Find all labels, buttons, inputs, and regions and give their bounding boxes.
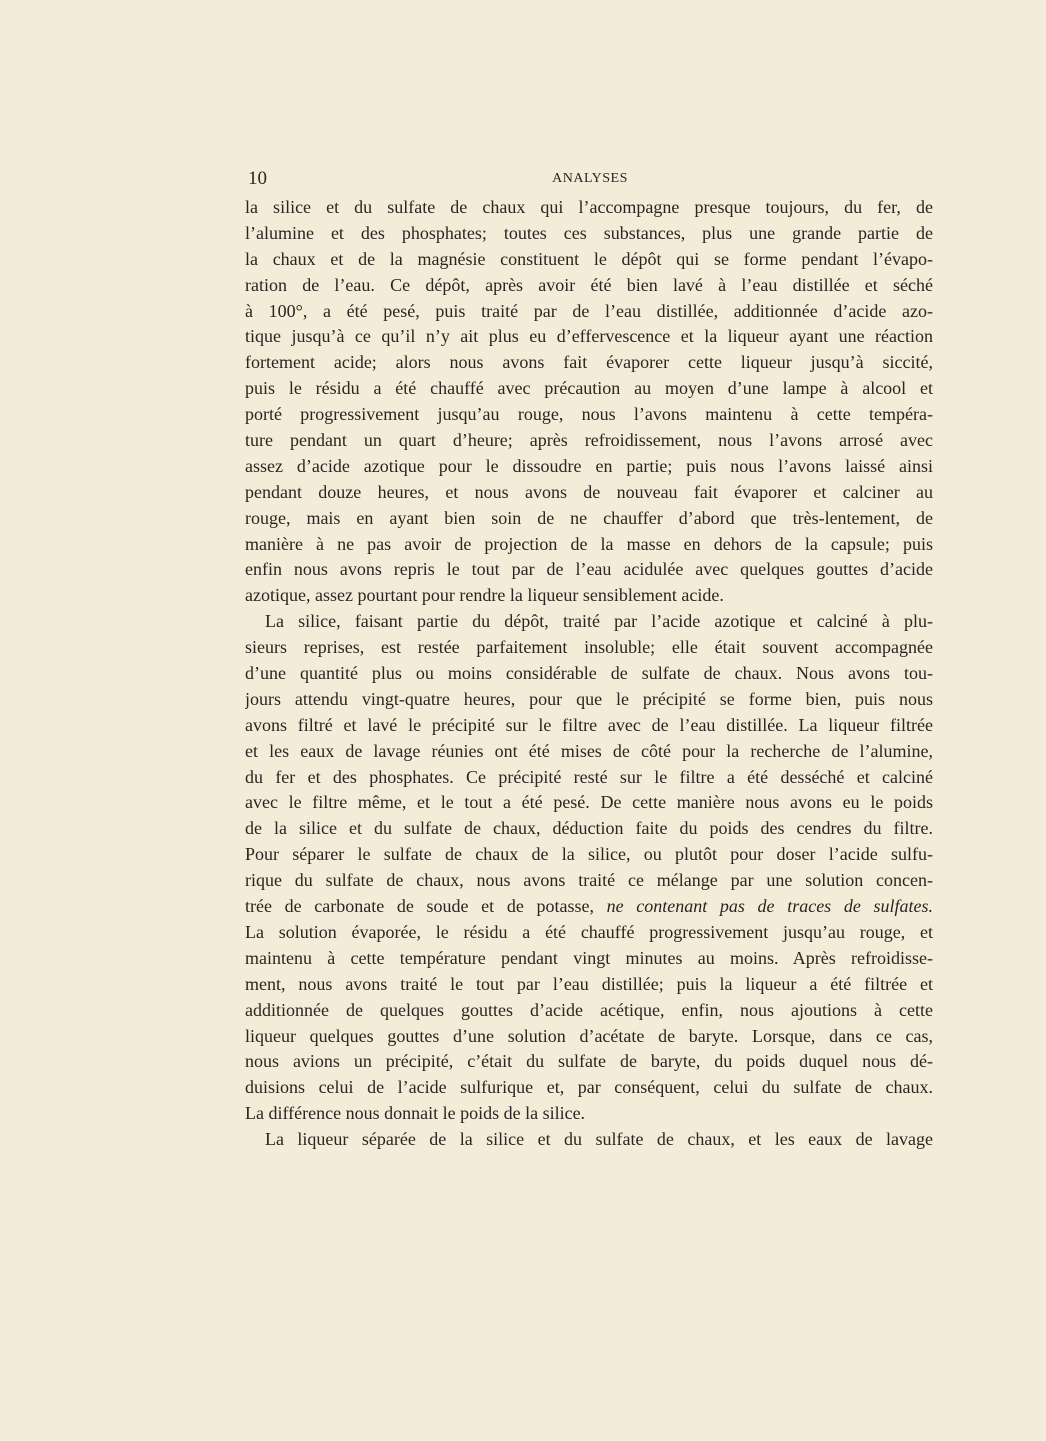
text-line-content: la chaux et de la magnésie constituent le dépôt qui se forme pendant l’évapo- (245, 248, 933, 269)
text-line-content: maintenu à cette température pendant vingt minutes au moins. Après refroidisse- (245, 947, 933, 968)
text-line (245, 299, 933, 325)
text-body (245, 195, 933, 1153)
text-line (245, 195, 933, 221)
text-line (245, 273, 933, 299)
text-line-content: trée de carbonate de soude et de potasse, (245, 896, 607, 917)
text-line (245, 402, 933, 428)
text-line (245, 1127, 933, 1153)
text-line-content: puis le résidu a été chauffé avec précaution au moyen d’une lampe à alcool et (245, 378, 933, 399)
text-line-content: avec le filtre même, et le tout a été pesé. De cette manière nous avons eu le poids (245, 792, 933, 813)
text-line (245, 428, 933, 454)
text-line-content: Pour séparer le sulfate de chaux de la silice, ou plutôt pour doser l’acide sulfu- (245, 844, 933, 865)
text-line-content: nous avions un précipité, c’était du sulfate de baryte, du poids duquel nous dé- (245, 1051, 933, 1072)
text-line (245, 816, 933, 842)
text-line-content: d’une quantité plus ou moins considérable de sulfate de chaux. Nous avons tou- (245, 663, 933, 684)
text-line (245, 790, 933, 816)
text-line-content: ture pendant un quart d’heure; après refroidissement, nous l’avons arrosé avec (245, 430, 933, 451)
text-line-content: liqueur quelques gouttes d’une solution d’acétate de baryte. Lorsque, dans ce cas, (245, 1025, 933, 1046)
text-line-content: à 100°, a été pesé, puis traité par de l’eau distillée, additionnée d’acide azo- (245, 300, 933, 321)
text-line-content: tique jusqu’à ce qu’il n’y ait plus eu d’effervescence et la liqueur ayant une réaction (245, 326, 933, 347)
text-line (245, 998, 933, 1024)
text-line (245, 972, 933, 998)
text-line-content: ment, nous avons traité le tout par l’eau distillée; puis la liqueur a été filtrée et (245, 973, 933, 994)
text-line (245, 765, 933, 791)
text-line-content: rique du sulfate de chaux, nous avons traité ce mélange par une solution concen- (245, 870, 933, 891)
text-line (245, 739, 933, 765)
text-line-content: assez d’acide azotique pour le dissoudre en partie; puis nous l’avons laissé ainsi (245, 455, 933, 476)
text-line-content: azotique, assez pourtant pour rendre la liqueur sensiblement acide. (245, 585, 724, 606)
text-line-content: porté progressivement jusqu’au rouge, nous l’avons maintenu à cette tempéra- (245, 404, 933, 425)
text-line (245, 454, 933, 480)
text-line-content: et les eaux de lavage réunies ont été mises de côté pour la recherche de l’alumine, (245, 740, 933, 761)
running-title: ANALYSES (552, 171, 628, 186)
text-line (245, 376, 933, 402)
text-line (245, 868, 933, 894)
text-line-content: pendant douze heures, et nous avons de nouveau fait évaporer et calciner au (245, 481, 933, 502)
text-line (245, 687, 933, 713)
text-line-content: jours attendu vingt-quatre heures, pour que le précipité se forme bien, puis nous (245, 688, 933, 709)
text-line-content: duisions celui de l’acide sulfurique et, par conséquent, celui du sulfate de chaux. (245, 1077, 933, 1098)
text-line (245, 920, 933, 946)
text-line-content: fortement acide; alors nous avons fait évaporer cette liqueur jusqu’à siccité, (245, 352, 933, 373)
text-line-content: ration de l’eau. Ce dépôt, après avoir été bien lavé à l’eau distillée et séché (245, 274, 933, 295)
text-line (245, 635, 933, 661)
text-line-content: du fer et des phosphates. Ce précipité resté sur le filtre a été desséché et calciné (245, 766, 933, 787)
text-line (245, 324, 933, 350)
text-line (245, 247, 933, 273)
text-line-content: La différence nous donnait le poids de la silice. (245, 1103, 586, 1124)
text-line-content: sieurs reprises, est restée parfaitement insoluble; elle était souvent accompagnée (245, 637, 933, 658)
text-line (245, 557, 933, 583)
text-line (245, 506, 933, 532)
text-line-content: manière à ne pas avoir de projection de la masse en dehors de la capsule; puis (245, 533, 933, 554)
text-line-content: la silice et du sulfate de chaux qui l’accompagne presque toujours, du fer, de (245, 197, 933, 217)
text-line-content: additionnée de quelques gouttes d’acide acétique, enfin, nous ajoutions à cette (245, 999, 933, 1020)
text-line (245, 1024, 933, 1050)
text-line (245, 894, 933, 920)
text-line (245, 1101, 933, 1127)
text-line-content: l’alumine et des phosphates; toutes ces substances, plus une grande partie de (245, 222, 933, 243)
text-line-content: La liqueur séparée de la silice et du sulfate de chaux, et les eaux de lavage (265, 1129, 933, 1150)
text-line (245, 532, 933, 558)
text-line (245, 1049, 933, 1075)
text-line-content: rouge, mais en ayant bien soin de ne chauffer d’abord que très-lentement, de (245, 507, 933, 528)
text-line (245, 842, 933, 868)
text-line-content: de la silice et du sulfate de chaux, déduction faite du poids des cendres du filtre. (245, 818, 933, 839)
text-line (245, 661, 933, 687)
text-line (245, 1075, 933, 1101)
page-number: 10 (248, 168, 267, 189)
text-line (245, 350, 933, 376)
text-line (245, 583, 933, 609)
text-line-content: enfin nous avons repris le tout par de l’eau acidulée avec quelques gouttes d’acide (245, 559, 933, 580)
text-line-content: La silice, faisant partie du dépôt, traité par l’acide azotique et calciné à plu- (265, 611, 933, 632)
page-header (248, 166, 932, 192)
italic-emphasis: ne contenant pas de traces de sulfates. (606, 896, 933, 917)
text-line (245, 946, 933, 972)
text-line (245, 609, 933, 635)
text-line (245, 480, 933, 506)
text-line-content: La solution évaporée, le résidu a été chauffé progressivement jusqu’au rouge, et (245, 921, 933, 942)
text-line (245, 221, 933, 247)
text-line (245, 713, 933, 739)
text-line-content: avons filtré et lavé le précipité sur le filtre avec de l’eau distillée. La liqueur filtrée (245, 714, 933, 735)
